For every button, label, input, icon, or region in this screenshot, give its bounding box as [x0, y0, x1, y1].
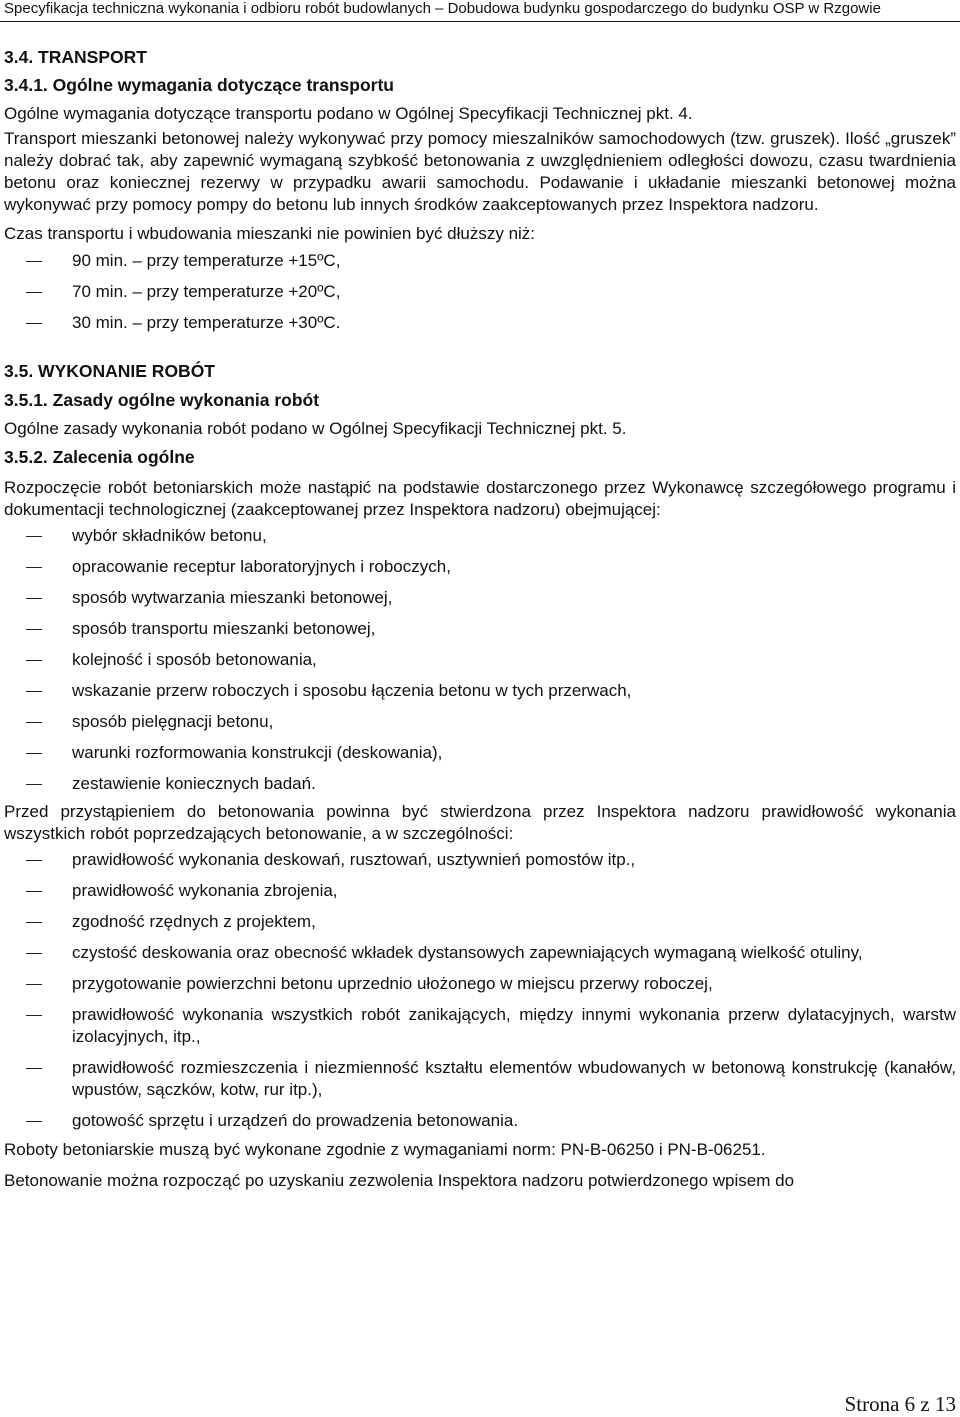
list-item: 30 min. – przy temperaturze +30ºC. — [4, 312, 956, 334]
list-item: prawidłowość wykonania zbrojenia, — [4, 880, 956, 902]
transport-time-list — [4, 250, 956, 334]
paragraph-norms: Roboty betoniarskie muszą być wykonane zgodnie z wymaganiami norm: PN-B-06250 i PN-B-06251. — [4, 1140, 766, 1159]
list-item: prawidłowość rozmieszczenia i niezmienność kształtu elementów wbudowanych w betonową konstrukcję (kanałów, wpustów, sączków, kotw, rur itp.), — [4, 1057, 956, 1101]
list-item: zestawienie koniecznych badań. — [4, 773, 956, 795]
list-item: 90 min. – przy temperaturze +15ºC, — [4, 250, 956, 272]
header-rule — [0, 21, 960, 22]
list-item: prawidłowość wykonania deskowań, rusztowań, usztywnień pomostów itp., — [4, 849, 956, 871]
list-item: gotowość sprzętu i urządzeń do prowadzenia betonowania. — [4, 1110, 956, 1132]
list-item: wybór składników betonu, — [4, 525, 956, 547]
section-3-5-heading: 3.5. WYKONANIE ROBÓT — [4, 361, 215, 381]
list-item: 70 min. – przy temperaturze +20ºC, — [4, 281, 956, 303]
paragraph-transport-time: Czas transportu i wbudowania mieszanki nie powinien być dłuższy niż: — [4, 224, 536, 243]
list-item: sposób transportu mieszanki betonowej, — [4, 618, 956, 640]
page-number: Strona 6 z 13 — [844, 1392, 956, 1416]
section-3-5-2-heading: 3.5.2. Zalecenia ogólne — [4, 447, 195, 467]
paragraph-general-rules: Ogólne zasady wykonania robót podano w Ogólnej Specyfikacji Technicznej pkt. 5. — [4, 419, 627, 438]
list-item: czystość deskowania oraz obecność wkładek dystansowych zapewniających wymaganą wielkość otuliny, — [4, 942, 956, 964]
list-item: kolejność i sposób betonowania, — [4, 649, 956, 671]
section-3-4-1-heading: 3.4.1. Ogólne wymagania dotyczące transportu — [4, 75, 394, 95]
list-item: opracowanie receptur laboratoryjnych i roboczych, — [4, 556, 956, 578]
paragraph-program: Rozpoczęcie robót betoniarskich może nastąpić na podstawie dostarczonego przez Wykonawcę szczegółowego programu i dokumentacji technologicznej (zaakceptowanej przez Inspektora nadzoru) obejmującej: — [4, 478, 956, 519]
list-item: sposób pielęgnacji betonu, — [4, 711, 956, 733]
header-title: Specyfikacja techniczna wykonania i odbioru robót budowlanych – Dobudowa budynku gospodarczego do budynku OSP w Rzgowie — [4, 0, 881, 17]
program-list — [4, 525, 956, 795]
list-item: zgodność rzędnych z projektem, — [4, 911, 956, 933]
paragraph-transport-method: Transport mieszanki betonowej należy wykonywać przy pomocy mieszalników samochodowych (tzw. gruszek). Ilość „gruszek” należy dobrać tak, aby zapewnić wymaganą szybkość betonowania z uwzględnieniem odległości dowozu, czasu twardnienia betonu oraz koniecznej rezerwy w przypadku awarii samochodu. Podawanie i układanie mieszanki betonowej można wykonywać przy pomocy pompy do betonu lub innych środków zaakceptowanych przez Inspektora nadzoru. — [4, 129, 956, 214]
list-item: wskazanie przerw roboczych i sposobu łączenia betonu w tych przerwach, — [4, 680, 956, 702]
section-3-5-1-heading: 3.5.1. Zasady ogólne wykonania robót — [4, 390, 320, 410]
section-3-4-heading: 3.4. TRANSPORT — [4, 47, 147, 67]
document-body — [4, 46, 956, 1192]
list-item: przygotowanie powierzchni betonu uprzednio ułożonego w miejscu przerwy roboczej, — [4, 973, 956, 995]
paragraph-before-concreting: Przed przystąpieniem do betonowania powinna być stwierdzona przez Inspektora nadzoru prawidłowość wykonania wszystkich robót poprzedzających betonowanie, a w szczególności: — [4, 802, 956, 843]
list-item: warunki rozformowania konstrukcji (deskowania), — [4, 742, 956, 764]
list-item: sposób wytwarzania mieszanki betonowej, — [4, 587, 956, 609]
check-list — [4, 849, 956, 1132]
paragraph-general-transport: Ogólne wymagania dotyczące transportu podano w Ogólnej Specyfikacji Technicznej pkt. 4. — [4, 104, 693, 123]
running-header — [0, 0, 960, 22]
paragraph-permission: Betonowanie można rozpocząć po uzyskaniu zezwolenia Inspektora nadzoru potwierdzonego wpisem do — [4, 1171, 795, 1190]
list-item: prawidłowość wykonania wszystkich robót zanikających, między innymi wykonania przerw dylatacyjnych, warstw izolacyjnych, itp., — [4, 1004, 956, 1048]
